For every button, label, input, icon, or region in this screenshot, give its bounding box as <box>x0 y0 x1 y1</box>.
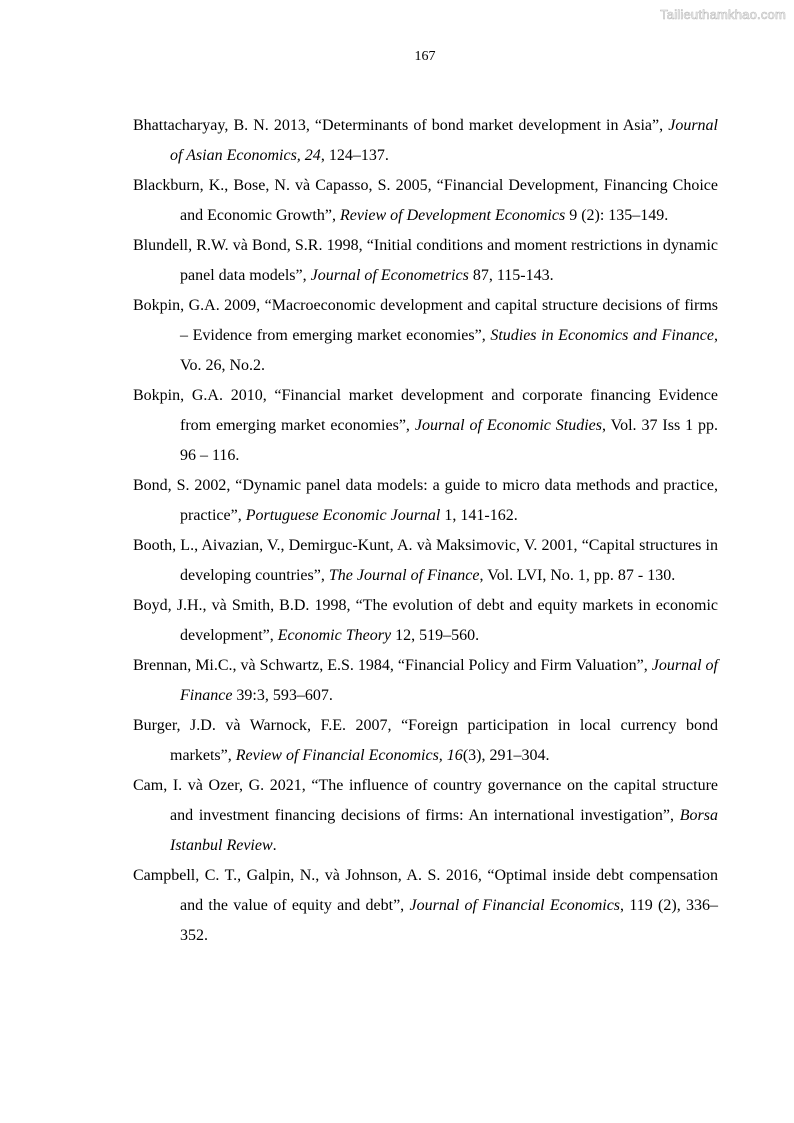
reference-item: Blackburn, K., Bose, N. và Capasso, S. 2005, “Financial Development, Financing Choice and Economic Growth”, Review of Development Economics 9 (2): 135–149. <box>133 177 718 224</box>
reference-item: Bhattacharyay, B. N. 2013, “Determinants of bond market development in Asia”, Journal of Asian Economics, 24, 124–137. <box>133 117 718 164</box>
reference-list <box>133 111 718 951</box>
reference-item: Bond, S. 2002, “Dynamic panel data models: a guide to micro data methods and practice, practice”, Portuguese Economic Journal 1, 141-162. <box>133 477 718 524</box>
reference-item: Bokpin, G.A. 2009, “Macroeconomic development and capital structure decisions of firms – Evidence from emerging market economies”, Studies in Economics and Finance, Vo. 26, No.2. <box>133 297 719 374</box>
reference-item: Brennan, Mi.C., và Schwartz, E.S. 1984, “Financial Policy and Firm Valuation”, Journal of Finance 39:3, 593–607. <box>133 657 719 704</box>
reference-item: Burger, J.D. và Warnock, F.E. 2007, “Foreign participation in local currency bond markets”, Review of Financial Economics, 16(3), 291–304. <box>133 717 718 764</box>
reference-item: Boyd, J.H., và Smith, B.D. 1998, “The evolution of debt and equity markets in economic development”, Economic Theory 12, 519–560. <box>133 597 718 644</box>
reference-item: Cam, I. và Ozer, G. 2021, “The influence of country governance on the capital structure and investment financing decisions of firms: An international investigation”, Borsa Istanbul Review. <box>133 777 718 854</box>
reference-item: Campbell, C. T., Galpin, N., và Johnson, A. S. 2016, “Optimal inside debt compensation and the value of equity and debt”, Journal of Financial Economics, 119 (2), 336–352. <box>133 867 718 944</box>
reference-item: Blundell, R.W. và Bond, S.R. 1998, “Initial conditions and moment restrictions in dynamic panel data models”, Journal of Econometrics 87, 115-143. <box>133 237 718 284</box>
reference-item: Bokpin, G.A. 2010, “Financial market development and corporate financing Evidence from emerging market economies”, Journal of Economic Studies, Vol. 37 Iss 1 pp. 96 – 116. <box>133 387 718 464</box>
reference-item: Booth, L., Aivazian, V., Demirguc-Kunt, A. và Maksimovic, V. 2001, “Capital structures in developing countries”, The Journal of Finance, Vol. LVI, No. 1, pp. 87 - 130. <box>133 537 718 584</box>
watermark: Tailieuthamkhao.com <box>660 7 786 22</box>
page-number: 167 <box>414 49 436 64</box>
